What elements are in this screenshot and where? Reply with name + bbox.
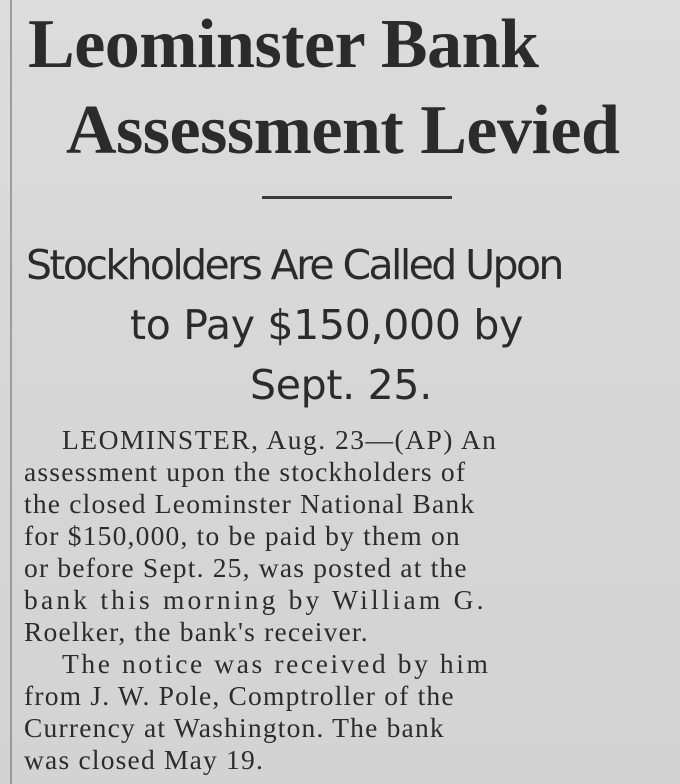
- body-line-8: The notice was received by him: [62, 648, 491, 679]
- headline-line-1: Leominster Bank: [28, 6, 539, 83]
- body-line-7: Roelker, the bank's receiver.: [24, 616, 369, 647]
- headline-divider: [262, 196, 452, 199]
- body-line-6: bank this morning by William G.: [24, 584, 487, 615]
- headline-line-2: Assessment Levied: [66, 92, 620, 169]
- subhead-line-1: Stockholders Are Called Upon: [26, 241, 562, 289]
- body-line-4: for $150,000, to be paid by them on: [24, 520, 461, 551]
- subhead-line-2: to Pay $150,000 by: [130, 301, 524, 349]
- body-line-5: or before Sept. 25, was posted at the: [24, 552, 468, 583]
- body-line-9: from J. W. Pole, Comptroller of the: [24, 680, 455, 711]
- column-rule: [10, 0, 12, 784]
- body-line-11: was closed May 19.: [24, 744, 265, 775]
- subhead-line-3: Sept. 25.: [250, 361, 432, 409]
- body-line-10: Currency at Washington. The bank: [24, 712, 445, 743]
- body-line-1: LEOMINSTER, Aug. 23—(AP) An: [62, 424, 498, 455]
- body-line-2: assessment upon the stockholders of: [24, 456, 467, 487]
- body-line-3: the closed Leominster National Bank: [24, 488, 476, 519]
